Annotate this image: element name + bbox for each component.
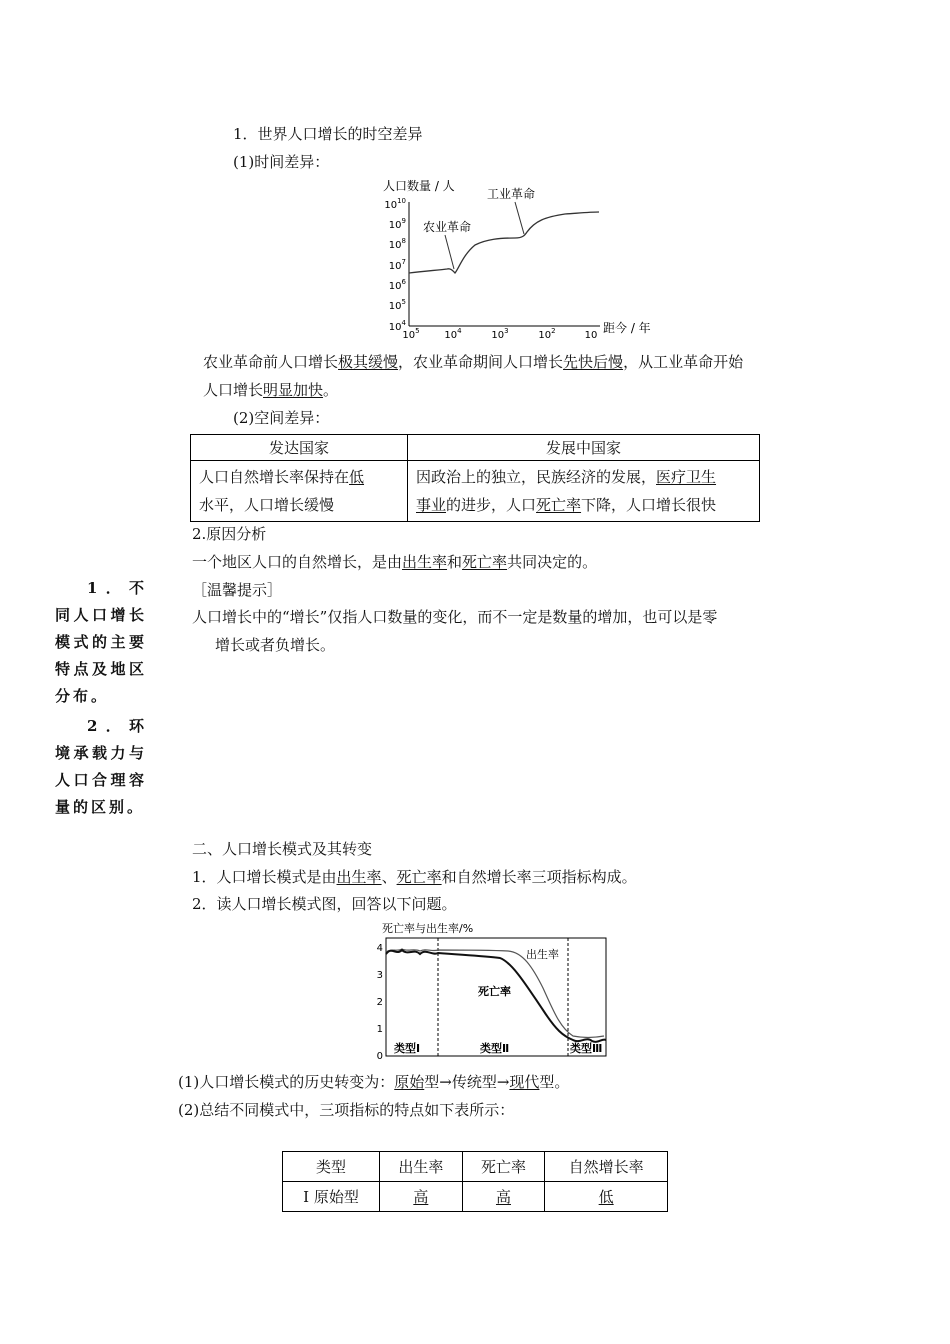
population-growth-chart — [375, 175, 665, 340]
chart1-ytick: $10^7$ — [388, 258, 406, 272]
chart2-ytick: 3 — [376, 970, 383, 981]
type-1-label: 类型Ⅰ — [394, 1042, 421, 1055]
table-cell: 高 — [380, 1182, 463, 1212]
agricultural-revolution-label: 农业革命 — [423, 220, 472, 234]
tip-heading: ［温馨提示］ — [192, 581, 283, 599]
space-diff-label: (2)空间差异： — [233, 409, 330, 427]
chart1-xtick: $10^4$ — [444, 327, 462, 340]
chart1-ytick: $10^9$ — [388, 217, 406, 231]
chart1-ytick: $10^5$ — [388, 298, 406, 312]
chart1-xtick: $10^3$ — [491, 327, 509, 340]
chart2-ylabel: 死亡率与出生率/% — [382, 922, 474, 935]
table-cell: 人口自然增长率保持在低 水平，人口增长缓慢 — [191, 461, 408, 522]
chart2-y-ticks — [377, 943, 383, 1062]
industrial-revolution-label: 工业革命 — [487, 187, 536, 201]
type-2-label: 类型Ⅱ — [480, 1042, 510, 1055]
sidebar-point-2: 2．环境承载力与人口合理容量的区别。 — [55, 717, 147, 816]
tip-line2: 增长或者负增长。 — [215, 636, 336, 654]
table-cell: 高 — [462, 1182, 545, 1212]
chart1-xtick: $10^5$ — [402, 327, 420, 340]
table-cell: Ⅰ 原始型 — [283, 1182, 380, 1212]
chart2-ytick: 4 — [376, 943, 383, 954]
chart1-ytick: $10^{10}$ — [384, 197, 406, 211]
table-header: 类型 — [283, 1152, 380, 1182]
tip-line1: 人口增长中的“增长”仅指人口数量的变化，而不一定是数量的增加，也可以是零 — [192, 608, 718, 626]
chart1-ytick: $10^6$ — [388, 278, 406, 292]
chart2-ytick: 2 — [376, 997, 383, 1008]
time-summary-line2: 人口增长明显加快。 — [203, 381, 339, 399]
indicator-table — [282, 1151, 668, 1212]
table-header: 自然增长率 — [545, 1152, 668, 1182]
section2-heading: 二、人口增长模式及其转变 — [192, 840, 373, 858]
chart1-ytick: $10^8$ — [388, 237, 406, 251]
chart1-ylabel: 人口数量 / 人 — [383, 179, 455, 193]
table-cell: 因政治上的独立，民族经济的发展，医疗卫生 事业的进步，人口死亡率下降，人口增长很快 — [408, 461, 760, 522]
chart1-ytick: $10^4$ — [388, 319, 406, 333]
chart1-y-ticks — [384, 197, 406, 333]
birth-rate-label: 出生率 — [526, 948, 559, 961]
chart2-ytick: 0 — [376, 1051, 383, 1062]
table-cell: 低 — [545, 1182, 668, 1212]
time-summary-line1: 农业革命前人口增长极其缓慢，农业革命期间人口增长先快后慢，从工业革命开始 — [203, 353, 744, 371]
growth-model-chart — [368, 918, 613, 1063]
chart2-ytick: 1 — [376, 1024, 383, 1035]
agri-arrow — [445, 235, 454, 269]
ind-arrow — [515, 202, 524, 234]
type-3-label: 类型Ⅲ — [570, 1042, 603, 1055]
table-header: 发展中国家 — [408, 435, 760, 461]
table-header: 出生率 — [380, 1152, 463, 1182]
reason-heading: 2.原因分析 — [192, 525, 267, 543]
chart1-xlabel: 距今 / 年 — [603, 321, 651, 335]
sidebar-point-1: 1．不同人口增长模式的主要特点及地区分布。 — [55, 579, 147, 705]
section1-heading: 1．世界人口增长的时空差异 — [233, 125, 423, 143]
chart1-x-ticks — [402, 327, 597, 340]
death-rate-label: 死亡率 — [478, 985, 511, 998]
table-header: 发达国家 — [191, 435, 408, 461]
chart1-xtick: $10^2$ — [538, 327, 556, 340]
question-2: (2)总结不同模式中，三项指标的特点如下表所示： — [178, 1101, 515, 1119]
table-header: 死亡率 — [462, 1152, 545, 1182]
space-diff-table — [190, 434, 760, 522]
reason-text: 一个地区人口的自然增长，是由出生率和死亡率共同决定的。 — [192, 553, 598, 571]
question-1: (1)人口增长模式的历史转变为：原始型→传统型→现代型。 — [178, 1073, 570, 1091]
section2-item1: 1．人口增长模式是由出生率、死亡率和自然增长率三项指标构成。 — [192, 868, 637, 886]
chart1-xtick: 10 — [584, 330, 598, 340]
section2-item2: 2．读人口增长模式图，回答以下问题。 — [192, 895, 457, 913]
time-diff-label: (1)时间差异： — [233, 153, 330, 171]
